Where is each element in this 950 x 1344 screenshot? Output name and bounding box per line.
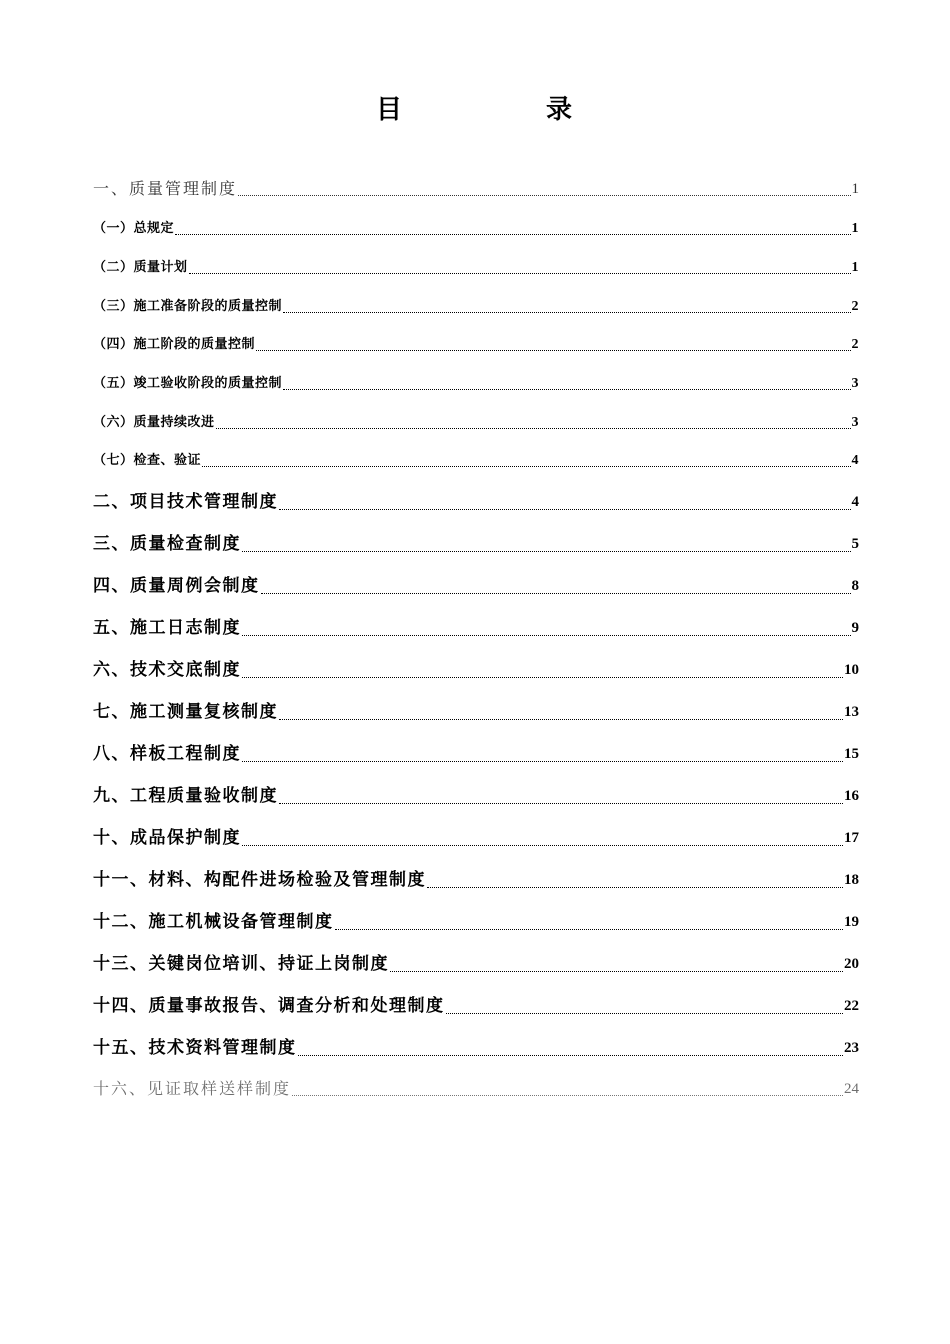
toc-entry-label: （一）总规定 bbox=[93, 221, 175, 236]
toc-page-number: 1 bbox=[851, 221, 859, 236]
toc-entry-label: （四）施工阶段的质量控制 bbox=[93, 337, 256, 352]
toc-page-number: 17 bbox=[844, 830, 859, 846]
toc-dot-leader bbox=[390, 970, 843, 972]
toc-entry-13[interactable] bbox=[93, 952, 859, 976]
toc-entry-1-5[interactable] bbox=[93, 374, 859, 394]
toc-entry-label: （五）竣工验收阶段的质量控制 bbox=[93, 376, 283, 391]
toc-entry-label: 十、成品保护制度 bbox=[93, 828, 241, 848]
toc-entry-label: 八、样板工程制度 bbox=[93, 744, 241, 764]
toc-dot-leader bbox=[283, 388, 850, 390]
toc-entry-3[interactable] bbox=[93, 532, 859, 556]
toc-entry-label: 五、施工日志制度 bbox=[93, 618, 241, 638]
toc-entry-7[interactable] bbox=[93, 700, 859, 724]
toc-page-number: 4 bbox=[851, 494, 859, 510]
toc-dot-leader bbox=[242, 550, 851, 552]
toc-page-number: 9 bbox=[851, 620, 859, 636]
toc-page-number: 4 bbox=[851, 453, 859, 468]
toc-entry-1-3[interactable] bbox=[93, 297, 859, 317]
toc-entry-label: 九、工程质量验收制度 bbox=[93, 786, 278, 806]
toc-entry-10[interactable] bbox=[93, 826, 859, 850]
toc-page-number: 10 bbox=[844, 662, 859, 678]
toc-dot-leader bbox=[427, 886, 843, 888]
toc-page-number: 5 bbox=[851, 536, 859, 552]
toc-entry-1-4[interactable] bbox=[93, 335, 859, 355]
toc-dot-leader bbox=[175, 233, 850, 235]
toc-dot-leader bbox=[242, 844, 843, 846]
title-char-2: 录 bbox=[546, 95, 573, 125]
toc-dot-leader bbox=[446, 1012, 844, 1014]
toc-entry-label: 二、项目技术管理制度 bbox=[93, 492, 278, 512]
toc-entry-label: 七、施工测量复核制度 bbox=[93, 702, 278, 722]
toc-entry-label: 三、质量检查制度 bbox=[93, 534, 241, 554]
toc-entry-label: （二）质量计划 bbox=[93, 260, 188, 275]
toc-dot-leader bbox=[261, 592, 851, 594]
toc-dot-leader bbox=[238, 194, 850, 196]
toc-dot-leader bbox=[189, 272, 851, 274]
toc-page-number: 3 bbox=[851, 376, 859, 391]
toc-entry-4[interactable] bbox=[93, 574, 859, 598]
toc-page-number: 2 bbox=[851, 337, 859, 352]
toc-dot-leader bbox=[335, 928, 844, 930]
toc-entry-8[interactable] bbox=[93, 742, 859, 766]
toc-dot-leader bbox=[292, 1094, 843, 1096]
toc-dot-leader bbox=[279, 718, 843, 720]
toc-dot-leader bbox=[242, 760, 843, 762]
toc-page-number: 22 bbox=[844, 998, 859, 1014]
toc-dot-leader bbox=[242, 634, 851, 636]
toc-entry-label: 十二、施工机械设备管理制度 bbox=[93, 912, 334, 932]
toc-dot-leader bbox=[279, 508, 851, 510]
toc-entry-16[interactable] bbox=[93, 1078, 859, 1100]
toc-entry-1-6[interactable] bbox=[93, 413, 859, 433]
toc-dot-leader bbox=[202, 465, 850, 467]
toc-entry-1[interactable] bbox=[93, 178, 859, 200]
toc-entry-1-7[interactable] bbox=[93, 451, 859, 471]
toc-entry-label: 十一、材料、构配件进场检验及管理制度 bbox=[93, 870, 426, 890]
toc-entry-9[interactable] bbox=[93, 784, 859, 808]
toc-page-number: 1 bbox=[851, 260, 859, 275]
toc-entry-label: 十四、质量事故报告、调查分析和处理制度 bbox=[93, 996, 445, 1016]
toc-entry-label: （六）质量持续改进 bbox=[93, 415, 215, 430]
toc-dot-leader bbox=[283, 311, 850, 313]
toc-dot-leader bbox=[298, 1054, 844, 1056]
toc-page-number: 18 bbox=[844, 872, 859, 888]
toc-page-number: 1 bbox=[851, 181, 859, 197]
toc-dot-leader bbox=[242, 676, 843, 678]
toc-entry-label: 四、质量周例会制度 bbox=[93, 576, 260, 596]
title-char-1: 目 bbox=[376, 95, 403, 125]
toc-entry-6[interactable] bbox=[93, 658, 859, 682]
toc-dot-leader bbox=[216, 427, 851, 429]
toc-page-number: 15 bbox=[844, 746, 859, 762]
toc-entry-1-1[interactable] bbox=[93, 219, 859, 239]
toc-page-number: 13 bbox=[844, 704, 859, 720]
toc-entry-label: 十五、技术资料管理制度 bbox=[93, 1038, 297, 1058]
toc-entry-label: 一、质量管理制度 bbox=[93, 179, 238, 198]
toc-page-number: 24 bbox=[844, 1081, 859, 1097]
toc-entry-5[interactable] bbox=[93, 616, 859, 640]
toc-entry-14[interactable] bbox=[93, 994, 859, 1018]
toc-page-number: 16 bbox=[844, 788, 859, 804]
toc-entry-1-2[interactable] bbox=[93, 258, 859, 278]
toc-entry-12[interactable] bbox=[93, 910, 859, 934]
toc-page-number: 23 bbox=[844, 1040, 859, 1056]
toc-dot-leader bbox=[256, 349, 850, 351]
toc-entry-label: 十六、见证取样送样制度 bbox=[93, 1079, 292, 1098]
toc-entry-2[interactable] bbox=[93, 490, 859, 514]
toc-page-number: 3 bbox=[851, 415, 859, 430]
toc-dot-leader bbox=[279, 802, 843, 804]
toc-entry-label: （三）施工准备阶段的质量控制 bbox=[93, 299, 283, 314]
toc-page-number: 20 bbox=[844, 956, 859, 972]
toc-entry-label: 十三、关键岗位培训、持证上岗制度 bbox=[93, 954, 389, 974]
toc-page-number: 8 bbox=[851, 578, 859, 594]
toc-page-number: 19 bbox=[844, 914, 859, 930]
page-title bbox=[0, 90, 950, 130]
toc-entry-label: 六、技术交底制度 bbox=[93, 660, 241, 680]
toc-entry-11[interactable] bbox=[93, 868, 859, 892]
toc-entry-label: （七）检查、验证 bbox=[93, 453, 202, 468]
toc-page-number: 2 bbox=[851, 299, 859, 314]
toc-entry-15[interactable] bbox=[93, 1036, 859, 1060]
